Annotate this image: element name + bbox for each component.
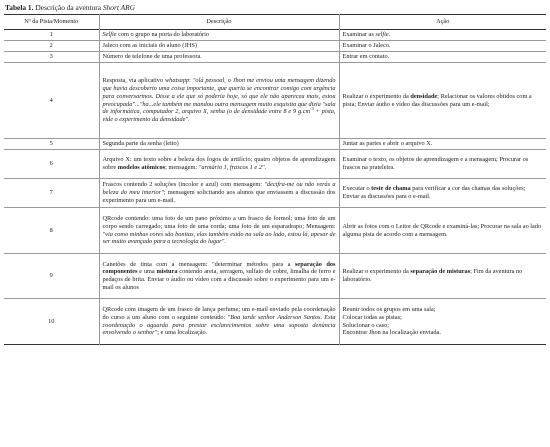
caption-text: Descrição da aventura	[35, 3, 103, 12]
cell-descricao	[99, 299, 339, 345]
text-run: densidade	[410, 92, 438, 100]
cell-num: 7	[4, 179, 99, 208]
text-run: .	[264, 164, 267, 171]
cell-acao	[339, 139, 546, 150]
caption-label: Tabela 1.	[5, 3, 34, 12]
text-run: Entrar em contato.	[342, 53, 390, 61]
text-run: Selfie	[102, 31, 117, 39]
table-row	[4, 30, 546, 41]
text-run: Encontrar Jhon na localização enviada.	[342, 329, 441, 337]
cell-descricao	[99, 150, 339, 179]
text-run: ; mensagem:	[165, 164, 199, 171]
text-run: Arquivo X: um texto sobre a beleza dos fogos de artifício; quatro objetos de aprendizagem sobre	[102, 156, 336, 171]
text-run: + pista, vide o experimento da densidade"	[102, 108, 336, 123]
text-run: :	[189, 77, 193, 85]
text-run: Jaleco com as iniciais do aluno (JHS)	[102, 42, 197, 50]
table-row	[4, 139, 546, 150]
text-run: ; e uma localização.	[157, 329, 208, 337]
text-run: para verificar a cor das chamas das soluções; Enviar as discussões para o e-mail.	[342, 185, 526, 200]
text-run: Segunda parte da senha (leito)	[102, 140, 179, 148]
cell-descricao	[99, 179, 339, 208]
text-run: "ha...ele também me mandou outra mensagem muito esquisita que dizia "sala de informática, computador 2, arquivo X, senha (o de densidade entre 8 e 9 g.cm	[102, 100, 336, 116]
table-row	[4, 179, 546, 208]
text-run: "via como minhas cores são bonitas, elas também estão na sala ao lado, estou lá, apesar de ser muito avançado para a tecnologia do lugar"	[102, 230, 336, 246]
text-run: whatsapp	[164, 77, 190, 85]
cell-descricao	[99, 52, 339, 63]
text-run: -3	[310, 106, 314, 112]
text-run: "olá pessoal, o Jhon me enviou uma mensagem dizendo que havia descoberto uma coisa importante, que queria se encontrar comigo com urgência para conversarmos. Disse a ele que só poderia hoje, só que ele não apareceu mais, estou preocupada"	[102, 77, 336, 108]
text-run: separação dos componentes	[102, 260, 336, 276]
cell-num: 5	[4, 139, 99, 150]
text-run: Examinar o texto, os objetos de aprendizagem e a mensagem; Procurar os frascos na prateleira.	[342, 156, 529, 171]
text-run: Examinar as	[342, 31, 376, 39]
table-row	[4, 63, 546, 139]
text-run: Realizar o experimento da	[342, 92, 411, 100]
text-run: Abrir as fotos com o Leitor de QRcode e examiná-las; Procurar na sala ao lado alguma pista de acordo com a mensagem.	[342, 222, 542, 238]
text-run: teste de chama	[371, 185, 411, 193]
adventure-table	[4, 14, 546, 345]
text-run: Resposta, via aplicativo	[102, 77, 165, 85]
table-row	[4, 52, 546, 63]
text-run: ...	[135, 100, 140, 108]
text-run: Colocar todas as pistas;	[342, 313, 402, 321]
text-run: Executar o	[342, 185, 372, 193]
text-run: contendo areia, serragem, sulfato de cobre, limalha de ferro e pedaços de brita. Enviar o áudio ou vídeo com a discussão sobre o experimento para um e-mail os alunos	[102, 268, 336, 291]
cell-num: 6	[4, 150, 99, 179]
table-row	[4, 150, 546, 179]
cell-num: 8	[4, 208, 99, 254]
cell-acao	[339, 30, 546, 41]
text-run: Número de telefone de uma professora.	[102, 53, 202, 61]
cell-acao	[339, 254, 546, 299]
text-run: Examinar o Jaleco.	[342, 42, 391, 50]
text-run: "armário 1, frascos 1 e 2"	[198, 164, 265, 171]
cell-acao	[339, 299, 546, 345]
text-run: ; Fim da aventura no laboratório.	[342, 268, 523, 283]
text-run: com o grupo na porta do laboratório	[116, 31, 210, 39]
header-num: Nº da Pista/Momento	[4, 15, 99, 30]
table-row	[4, 254, 546, 299]
cell-num: 4	[4, 63, 99, 139]
cell-num: 2	[4, 41, 99, 52]
cell-descricao	[99, 139, 339, 150]
cell-descricao	[99, 254, 339, 299]
text-run: Realizar o experimento da	[342, 268, 411, 276]
text-run: .	[188, 115, 190, 123]
cell-acao	[339, 52, 546, 63]
cell-num: 3	[4, 52, 99, 63]
header-descricao: Descrição	[99, 15, 339, 30]
text-run: Frascos contendo 2 soluções (incolor e azul) com mensagem:	[102, 181, 265, 189]
text-run: ; mensagem solicitando aos alunos que enviassem a discussão dos experimento para um e-mail.	[102, 189, 336, 204]
table-row	[4, 299, 546, 345]
caption-italic: Short ARG	[102, 3, 135, 12]
text-run: "decifra-me ou não verás a beleza do meu interior"	[102, 181, 336, 197]
text-run: modelos atômicos	[117, 164, 166, 171]
cell-num: 9	[4, 254, 99, 299]
cell-num: 1	[4, 30, 99, 41]
cell-acao	[339, 41, 546, 52]
text-run: e uma	[137, 268, 157, 276]
text-run: separação de misturas	[410, 268, 471, 276]
table-row	[4, 41, 546, 52]
text-run: Juntar as partes e abrir o arquivo X.	[342, 140, 433, 148]
cell-acao	[339, 208, 546, 254]
header-acao: Ação	[436, 18, 450, 26]
cell-acao	[339, 179, 546, 208]
text-run: ; Relacionar os valores obtidos com a pista; Enviar áudio e vídeo das discussões para um e-mail;	[342, 92, 532, 108]
table-header-row	[4, 15, 546, 30]
table-caption	[5, 3, 546, 12]
cell-acao	[339, 63, 546, 139]
cell-descricao	[99, 208, 339, 254]
cell-descricao	[99, 30, 339, 41]
text-run: Canetões de tinta com a mensagem: "determinar métodos para a	[102, 260, 295, 268]
text-run: Solucionar o caso;	[342, 321, 390, 329]
text-run: Reunir todos os grupos em uma sala;	[342, 306, 436, 314]
text-run: mistura	[156, 268, 178, 276]
cell-descricao	[99, 63, 339, 139]
table-row	[4, 208, 546, 254]
text-run: QRcode contendo: uma foto de um pano próximo a um frasco de formol; uma foto de um corpo sendo carregado; uma foto de uma corda; uma foto de um esparadrapo; Mensagem:	[102, 215, 336, 230]
cell-num: 10	[4, 299, 99, 345]
text-run: selfie.	[375, 31, 391, 39]
cell-acao	[339, 150, 546, 179]
text-run: QRcode com imagem de um frasco de lança perfume; um e-mail enviado pela coordenação do curso a um aluno com o seguinte conteúdo:	[102, 306, 336, 321]
cell-descricao	[99, 41, 339, 52]
text-run: .	[224, 238, 226, 246]
text-run: "Boa tarde senhor Anderson Santos. Esta coordenação o aguarda para prestar esclarecimentos sobre uma suposta denúncia envolvendo o senhor"	[102, 313, 336, 337]
